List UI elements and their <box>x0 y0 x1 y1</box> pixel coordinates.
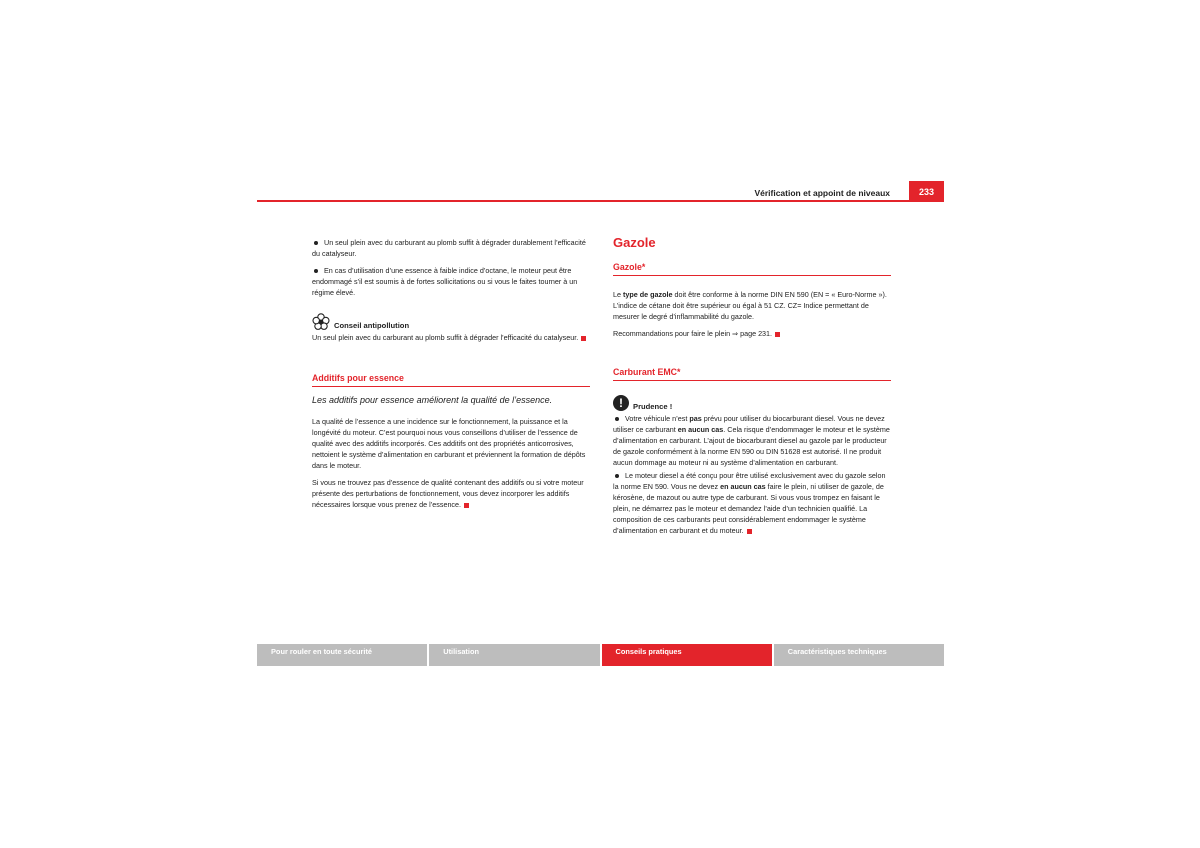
warning-icon: ! <box>613 395 629 411</box>
paragraph: Le type de gazole doit être conforme à la norme DIN EN 590 (EN = « Euro-Norme »). L’indice de cétane doit être supérieur ou égal à 51 CZ. CZ= Indice permettant de mesurer le degré d’inflammabilité du gazole. <box>613 290 887 321</box>
bullet-icon <box>314 241 318 245</box>
paragraph: Si vous ne trouvez pas d’essence de qualité contenant des additifs ou si votre moteur présente des perturbations de fonctionnement, vous devez incorporer les additifs nécessaires lorsque vous prenez de l’essence. <box>312 478 584 509</box>
tab-caracteristiques-techniques[interactable]: Caractéristiques techniques <box>774 644 944 666</box>
bullet-icon <box>314 269 318 273</box>
header-divider <box>257 200 944 202</box>
warning-header <box>613 393 891 412</box>
end-of-section-mark <box>775 332 780 337</box>
tab-pour-rouler-en-toute-securite[interactable]: Pour rouler en toute sécurité <box>257 644 427 666</box>
note-title: Conseil antipollution <box>334 321 410 330</box>
chapter-title: Gazole <box>613 235 656 250</box>
flower-icon <box>312 313 330 331</box>
note-text: Un seul plein avec du carburant au plomb suffit à dégrader l’efficacité du catalyseur. <box>312 332 590 343</box>
list-item: Le moteur diesel a été conçu pour être utilisé exclusivement avec du gazole selon la norme EN 590. Vous ne devez en aucun cas faire le plein, ni utiliser de gazole, de kérosène, de mazout ou autre type de carburant. Si vous vous trompez en faisant le plein, ne démarrez pas le moteur et demandez l’aide d’un technicien qualifié. La composition de ces carburants peut considérablement endommager le système d’alimentation en carburant et du moteur. <box>613 471 886 535</box>
end-of-section-mark <box>464 503 469 508</box>
running-header-title: Vérification et appoint de niveaux <box>754 188 890 198</box>
section-heading-gazole: Gazole* <box>613 262 891 276</box>
list-item: Votre véhicule n’est pas prévu pour utiliser du biocarburant diesel. Vous ne devez utiliser ce carburant en aucun cas. Cela risque d’endommager le moteur et le système d’alimentation en carburant. L’ajout de biocarburant diesel au gazole par le producteur de gazole conformément à la norme EN 590 ou DIN 51628 est autorisé. Il ne produit aucun dommage au moteur ni au système d’alimentation en carburant. <box>613 414 890 467</box>
right-column <box>613 237 891 542</box>
end-of-section-mark <box>747 529 752 534</box>
tab-utilisation[interactable]: Utilisation <box>429 644 599 666</box>
section-heading-additifs: Additifs pour essence <box>312 373 590 387</box>
bullet-icon <box>615 474 619 478</box>
section-heading-emc: Carburant EMC* <box>613 367 891 381</box>
section-intro: Les additifs pour essence améliorent la qualité de l’essence. <box>312 395 553 405</box>
page-number: 233 <box>909 181 944 201</box>
tab-conseils-pratiques[interactable]: Conseils pratiques <box>602 644 772 666</box>
list-item: Un seul plein avec du carburant au plomb suffit à dégrader durablement l’efficacité du catalyseur. <box>312 238 586 258</box>
footer-nav <box>257 644 944 666</box>
bullet-icon <box>615 417 619 421</box>
left-column <box>312 237 590 516</box>
end-of-section-mark <box>581 336 586 341</box>
cross-reference: Recommandations pour faire le plein ⇒ page 231. <box>613 328 891 339</box>
warning-title: Prudence ! <box>633 402 673 411</box>
note-header <box>312 312 590 331</box>
list-item: En cas d’utilisation d’une essence à faible indice d’octane, le moteur peut être endommagé s’il est soumis à de fortes sollicitations ou si vous le faites tourner à un régime élevé. <box>312 266 578 297</box>
paragraph: La qualité de l’essence a une incidence sur le fonctionnement, la puissance et la longévité du moteur. C’est pourquoi nous vous conseillons d’utiliser de l’essence de qualité avec des additifs incorporés. Ces additifs ont des propriétés anticorrosives, nettoient le système d’alimentation en carburant et préviennent la formation de dépôts dans le moteur. <box>312 417 586 470</box>
